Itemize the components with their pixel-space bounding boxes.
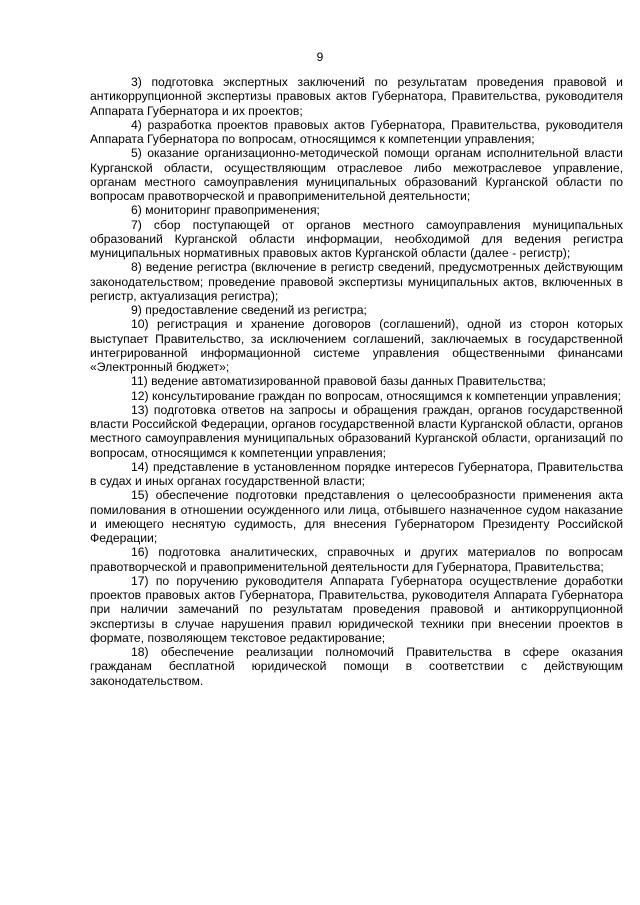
paragraph-item-4: 4) разработка проектов правовых актов Губернатора, Правительства, руководителя Аппарата Губернатора по вопросам, относящимся к компетенции управления; bbox=[90, 117, 623, 146]
paragraph-item-6: 6) мониторинг правоприменения; bbox=[131, 203, 320, 218]
paragraph-item-12: 12) консультирование граждан по вопросам, относящимся к компетенции управления; bbox=[131, 388, 622, 403]
paragraph-item-18: 18) обеспечение реализации полномочий Правительства в сфере оказания гражданам бесплатной юридической помощи в соответствии с действующим законодательством. bbox=[90, 645, 623, 688]
paragraph-item-15: 15) обеспечение подготовки представления о целесообразности применения акта помилования в отношении осужденного или лица, отбывшего назначенное судом наказание и имеющего неснятую судимость, для внесения Губернатором Президенту Российской Федерации; bbox=[90, 488, 623, 545]
paragraph-item-17: 17) по поручению руководителя Аппарата Губернатора осуществление доработки проектов правовых актов Губернатора, Правительства, руководителя Аппарата Губернатора при наличии замечаний по результатам проведения правовой и антикоррупционной экспертизы в случае нарушения правил юридической техники при внесении проектов в формате, позволяющем текстовое редактирование; bbox=[90, 573, 623, 645]
paragraph-item-14: 14) представление в установленном порядке интересов Губернатора, Правительства в судах и иных органах государственной власти; bbox=[90, 459, 623, 488]
paragraph-item-10: 10) регистрация и хранение договоров (соглашений), одной из сторон которых выступает Правительство, за исключением соглашений, заключаемых в государственной интегрированной информационной системе управления общественными финансами «Электронный бюджет»; bbox=[90, 317, 623, 374]
paragraph-item-7: 7) сбор поступающей от органов местного самоуправления муниципальных образований Курганской области информации, необходимой для ведения регистра муниципальных нормативных правовых актов Курганской области (далее - регистр); bbox=[90, 217, 623, 260]
paragraph-item-11: 11) ведение автоматизированной правовой базы данных Правительства; bbox=[131, 374, 546, 389]
paragraph-item-8: 8) ведение регистра (включение в регистр сведений, предусмотренных действующим законодательством; проведение правовой экспертизы муниципальных актов, включенных в регистр, актуализация регистра); bbox=[90, 260, 623, 303]
paragraph-item-5: 5) оказание организационно-методической помощи органам исполнительной власти Курганской области, осуществляющим отраслевое либо межотраслевое управление, органам местного самоуправления муниципальных образований Курганской области по вопросам правотворческой и правоприменительной деятельности; bbox=[90, 146, 623, 203]
document-body bbox=[90, 75, 623, 688]
paragraph-item-16: 16) подготовка аналитических, справочных и других материалов по вопросам правотворческой и правоприменительной деятельности для Губернатора, Правительства; bbox=[90, 545, 623, 574]
paragraph-item-3: 3) подготовка экспертных заключений по результатам проведения правовой и антикоррупционной экспертизы правовых актов Губернатора, Правительства, руководителя Аппарата Губернатора и их проектов; bbox=[90, 75, 623, 118]
page-number: 9 bbox=[316, 50, 324, 64]
paragraph-item-9: 9) предоставление сведений из регистра; bbox=[131, 303, 367, 317]
paragraph-item-13: 13) подготовка ответов на запросы и обращения граждан, органов государственной власти Российской Федерации, органов государственной власти Курганской области, органов местного самоуправления муниципальных образований Курганской области, организаций по вопросам, относящимся к компетенции управления; bbox=[90, 402, 623, 460]
